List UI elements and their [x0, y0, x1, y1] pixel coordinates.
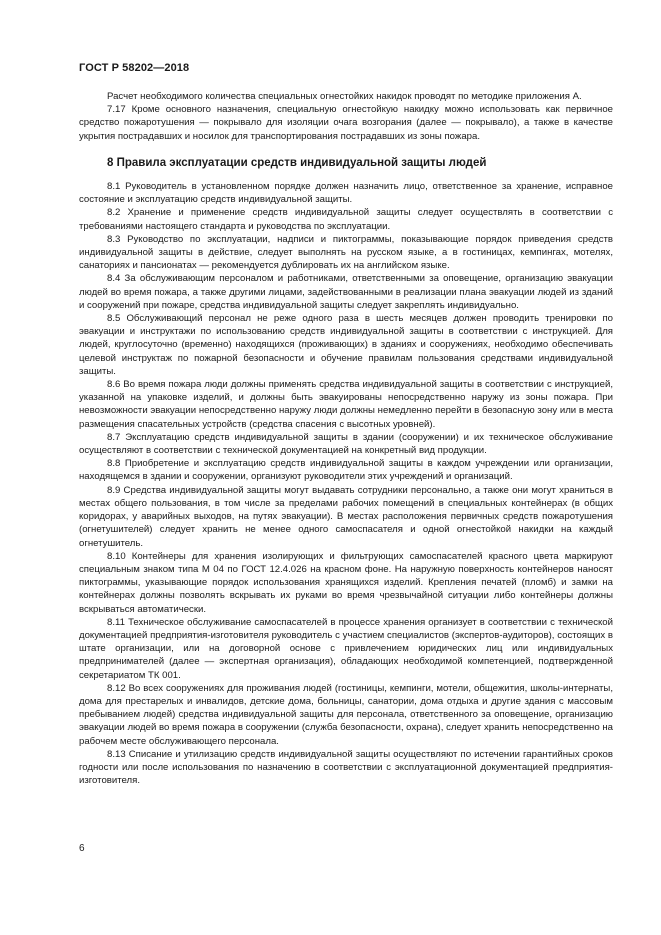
section-paragraph: 8.11 Техническое обслуживание самоспасателей в процессе хранения организует в соответствии с технической документацией предприятия-изготовителя руководитель с участием специалистов (экспертов-аудиторов), состоящих в штате организации, или на договорной основе с привлечением юридических лиц или индивидуальных предпринимателей (далее — экспертная организация), обладающих необходимой компетенцией, подтвержденной секретариатом ТК 001. — [79, 616, 613, 681]
section-paragraph: 8.12 Во всех сооружениях для проживания людей (гостиницы, кемпинги, мотели, общежития, школы-интернаты, дома для престарелых и инвалидов, детские дома, больницы, санатории, дома отдыха и другие здания с массовым пребыванием людей) средства индивидуальной защиты для персонала, ответственного за оповещение, организацию эвакуации людей во время пожара в сооружении (служба безопасности, охрана), следует хранить непосредственно на рабочем месте обслуживающего персонала. — [79, 682, 613, 747]
intro-paragraph: 7.17 Кроме основного назначения, специальную огнестойкую накидку можно использовать как первичное средство пожаротушения — покрывало для изоляции очага возгорания (далее — покрывало), а также в качестве укрытия пострадавших и носилок для транспортирования пострадавших из зоны пожара. — [79, 104, 613, 142]
section-paragraph: 8.7 Эксплуатацию средств индивидуальной защиты в здании (сооружении) и их техническое обслуживание осуществляют в соответствии с технической документацией на конкретный вид продукции. — [79, 431, 613, 457]
standard-header: ГОСТ Р 58202—2018 — [79, 62, 190, 74]
section-paragraph: 8.8 Приобретение и эксплуатацию средств индивидуальной защиты в каждом учреждении или организации, находящемся в здании и сооружении, организуют руководители этих учреждений и организаций. — [79, 458, 613, 483]
section-paragraph: 8.2 Хранение и применение средств индивидуальной защиты следует осуществлять в соответствии с требованиями настоящего стандарта и руководства по эксплуатации. — [79, 207, 613, 232]
section-paragraph: 8.3 Руководство по эксплуатации, надписи и пиктограммы, показывающие порядок приведения средств индивидуальной защиты в действие, следует выполнять на русском языке, а в гостиницах, кемпингах, мотелях, санаториях и пансионатах — рекомендуется дублировать их на английском языке. — [79, 233, 613, 272]
document-body — [79, 90, 613, 787]
section-paragraph: 8.9 Средства индивидуальной защиты могут выдавать сотрудники персонально, а также они могут храниться в местах общего пользования, в том числе за пределами рабочих помещений в специальных контейнерах (в общих коридорах, у аварийных выходов, на путях эвакуации). В местах расположения первичных средств пожаротушения (огнетушителей) следует хранить не менее одного самоспасателя и одной огнестойкой накидки на каждый огнетушитель. — [79, 484, 613, 549]
section-paragraph: 8.1 Руководитель в установленном порядке должен назначить лицо, ответственное за хранение, исправное состояние и эксплуатацию средств индивидуальной защиты. — [79, 181, 613, 206]
section-paragraph: 8.6 Во время пожара люди должны применять средства индивидуальной защиты в соответствии с инструкцией, указанной на упаковке изделий, и должны быть эвакуированы непосредственно наружу из зоны пожара. При невозможности эвакуации непосредственно наружу люди должны немедленно перейти в безопасную зону или в места размещения спасательных устройств (средства спасения с высотных уровней). — [79, 379, 613, 430]
section-paragraph: 8.13 Списание и утилизацию средств индивидуальной защиты осуществляют по истечении гарантийных сроков годности или после использования по назначению в соответствии с эксплуатационной документацией предприятия-изготовителя. — [79, 748, 613, 787]
section-paragraph: 8.10 Контейнеры для хранения изолирующих и фильтрующих самоспасателей красного цвета маркируют специальным знаком типа М 04 по ГОСТ 12.4.026 на красном фоне. На наружную поверхность контейнеров наносят пиктограммы, указывающие порядок использования хранящихся изделий. Крепления печатей (пломб) и замки на контейнерах должны позволять вскрывать их руками во время чрезвычайной ситуации либо контейнеры должны вскрываться автоматически. — [79, 550, 613, 615]
section-paragraph: 8.5 Обслуживающий персонал не реже одного раза в шесть месяцев должен проводить тренировки по эвакуации и инструктажи по использованию средств индивидуальной защиты в соответствии с инструкцией. Для людей, круглосуточно (временно) находящихся (проживающих) в зданиях и сооружениях, необходимо обеспечивать целевой инструктаж по пожарной безопасности и обучение правилам пользования средствами индивидуальной защиты. — [79, 313, 613, 377]
section-title: 8 Правила эксплуатации средств индивидуальной защиты людей — [107, 156, 487, 169]
page-number: 6 — [79, 843, 85, 854]
intro-paragraph: Расчет необходимого количества специальных огнестойких накидок проводят по методике приложения А. — [107, 91, 582, 102]
section-paragraph: 8.4 За обслуживающим персоналом и работниками, ответственными за оповещение, организацию эвакуации людей во время пожара, а также другими лицами, задействованными в реализации плана эвакуации людей из зданий и сооружений при пожаре, средства индивидуальной защиты следует закреплять индивидуально. — [79, 273, 613, 311]
